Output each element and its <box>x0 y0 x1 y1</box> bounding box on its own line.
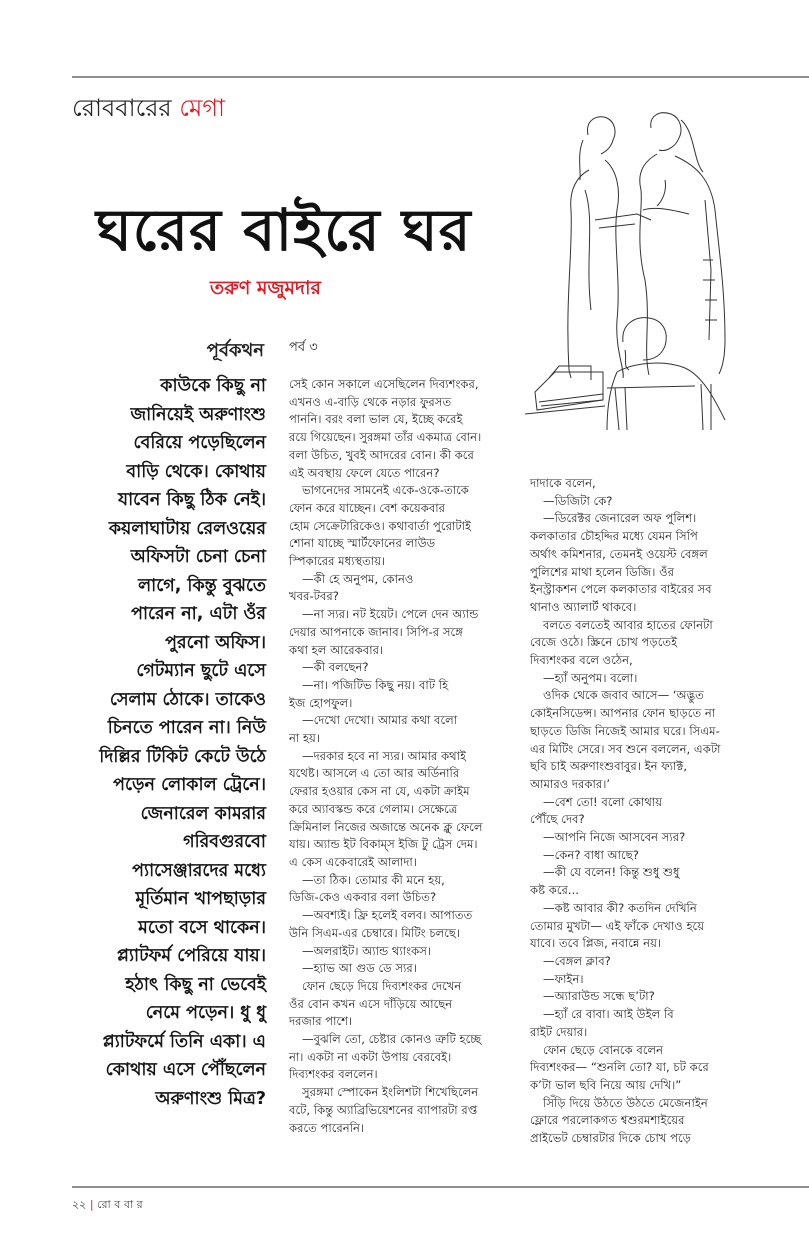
body-line: —বেশ তো! বলো কোথায় <box>543 794 663 809</box>
recap-line: মূর্তিমান খাপছাড়ার <box>135 889 266 909</box>
recap-line: প্ল্যাটফর্ম পেরিয়ে যায়। <box>117 946 266 966</box>
recap-line: প্ল্যাটফর্মে তিনি একা। এ <box>102 1031 266 1052</box>
recap-line: দিল্লির টিকিট কেটে উঠে <box>99 746 266 767</box>
body-line: বলতে বলতেই আবার হাতের ফোনটা <box>543 617 713 632</box>
body-line: —অ্যারাউন্ড সন্ধে ছ’টা? <box>543 989 655 1004</box>
body-line: পাননি। বরং বলা ভাল যে, ইচ্ছে করেই <box>289 412 463 427</box>
footer-separator: | <box>89 1198 94 1211</box>
body-line: ফেরার হওয়ার কেস না যে, একটা ক্রাইম <box>289 784 470 799</box>
body-line: ওদিক থেকে জবাব আসে— ‘অদ্ভুত <box>543 688 704 703</box>
body-column-middle <box>289 376 521 1137</box>
recap-line: নেমে পড়েন। ধু ধু <box>145 1003 266 1023</box>
recap-line: জেনারেল কামরার <box>140 803 266 824</box>
recap-line: মতো বসে থাকেন। <box>138 917 266 938</box>
body-line: করতে পারেননি। <box>289 1120 365 1135</box>
body-line: এ কেস একেবারেই আলাদা। <box>289 854 417 869</box>
recap-line: পুরনো অফিস। <box>165 632 266 653</box>
story-title: ঘরের বাইরে ঘর <box>96 196 472 264</box>
body-line: —ডিরেক্টর জেনারেল অফ পুলিশ। <box>543 511 697 526</box>
body-line: দাদাকে বলেন, <box>530 476 596 490</box>
section-accent: মেগা <box>179 94 226 122</box>
body-line: করে অ্যাবস্কন্ড করে গেলাম। সেক্ষেত্রে <box>289 801 458 816</box>
body-line: —অলরাইট। অ্যান্ড থ্যাংকস। <box>302 943 432 958</box>
recap-line: জানিয়েই অরুণাংশু <box>130 404 266 425</box>
body-line: ছবি চাই অরুণাংশুবাবুর। ইন ফ্যাক্ট, <box>530 759 688 774</box>
body-line: ফ্লোরে পরলোকগত শ্বশুরমশাইয়ের <box>530 1113 685 1128</box>
recap-line: গেটম্যান ছুটে এসে <box>136 661 266 681</box>
recap-line: বাড়ি থেকে। কোথায় <box>126 461 266 482</box>
page-number: ২২ <box>72 1198 87 1211</box>
body-line: পৌঁছে দেব? <box>530 812 585 827</box>
body-line: উনি সিএম-এর চেম্বারে। মিটিং চলছে। <box>289 925 461 940</box>
body-line: যথেষ্ট। আসলে এ তো আর অর্ডিনারি <box>289 766 460 781</box>
body-line: শোনা যাচ্ছে স্মার্টফোনের লাউড <box>289 536 436 551</box>
body-line: দিব্যশংকর বললেন। <box>289 1067 378 1082</box>
body-line: —কী বলছেন? <box>302 660 369 675</box>
body-line: ইনস্ট্রাকশন পেলে কলকাতার বাইরের সব <box>530 582 712 597</box>
recap-line: হঠাৎ কিছু না ভেবেই <box>125 974 266 995</box>
body-line: দেয়ার আপনাকে জানাব। সিপি-র সঙ্গে <box>289 624 463 639</box>
body-line: এখনও এ-বাড়ি থেকে নড়ার ফুরসত <box>289 394 452 409</box>
recap-line: কোথায় এসে পৌঁছলেন <box>105 1060 266 1080</box>
body-line: সেই কোন সকালে এসেছিলেন দিব্যশংকর, <box>289 377 479 391</box>
body-line: দিব্যশংকর— “শুনলি তো? যা, চট করে <box>530 1060 709 1075</box>
body-line: এই অবস্থায় ফেলে যেতে পারেন? <box>289 465 440 480</box>
recap-line: বেরিয়ে পড়েছিলেন <box>133 433 266 453</box>
recap-line: গরিবগুরবো <box>183 832 266 852</box>
body-line: —না। পজিটিভ কিছু নয়। বাট হি <box>302 677 449 692</box>
seated-man-figure <box>607 318 725 430</box>
section-kicker <box>72 90 225 130</box>
body-line: —হ্যাঁ অনুপম। বলো। <box>543 670 638 685</box>
body-line: সিঁড়ি দিয়ে উঠতে উঠতে মেজেনাইন <box>543 1095 708 1110</box>
body-line: —দেখো দেখো। আমার কথা বলো <box>302 713 458 728</box>
recap-summary <box>58 372 266 1113</box>
body-line: যাবে। তবে প্লিজ, নবান্নে নয়। <box>530 936 662 951</box>
body-line: আমারও দরকার।’ <box>530 776 611 791</box>
body-line: খবর-টবর? <box>289 589 339 604</box>
recap-line: কয়লাঘাটায় রেলওয়ের <box>108 518 266 539</box>
recap-line: পড়েন লোকাল ট্রেনে। <box>113 775 266 795</box>
body-line: কষ্ট করে... <box>530 883 579 898</box>
author-byline: তরুণ মজুমদার <box>210 277 321 299</box>
body-line: —ফাইন। <box>543 971 584 986</box>
body-line: অর্থাৎ কমিশনার, তেমনই ওয়েস্ট বেঙ্গল <box>530 546 708 561</box>
body-line: ছাড়তে ডিজি নিজেই আমার ঘরে। সিএম- <box>530 723 720 738</box>
body-line: ফোন ছেড়ে বোনকে বলেন <box>543 1042 664 1057</box>
body-line: —ডিজিটা কে? <box>543 493 613 508</box>
body-line: বলা উচিত, খুবই আদরের বোন। কী করে <box>289 447 474 462</box>
body-line: —অবশ্যই। ফ্রি হলেই বলব। আপাতত <box>302 908 473 923</box>
body-line: —আপনি নিজে আসবেন স্যর? <box>543 830 686 845</box>
recap-line: পারেন না, এটা ওঁর <box>131 604 266 624</box>
body-line: ক্রিমিনাল নিজের অজান্তে অনেক ক্লু ফেলে <box>289 819 483 834</box>
chair-figure <box>615 384 711 430</box>
body-line: দিব্যশংকর বলে ওঠেন, <box>530 653 633 668</box>
body-line: বটে, কিন্তু অ্যাব্রিভিয়েশনের ব্যাপারটা রপ্ত <box>289 1102 478 1117</box>
body-line: —কী যে বলেন! কিন্তু শুধু শুধু <box>543 865 680 880</box>
body-line: পুলিশের মাথা হলেন ডিজি। ওঁর <box>530 564 675 579</box>
bottom-rule <box>72 1186 809 1188</box>
top-rule <box>72 76 809 78</box>
body-line: এর মিটিং সেরে। সব শুনে বললেন, একটা <box>530 741 721 756</box>
body-line: হোম সেক্রেটারিকেও। কথাবার্তা পুরোটাই <box>289 518 472 533</box>
body-line: কোইনসিডেন্স। আপনার ফোন ছাড়তে না <box>530 706 716 721</box>
recap-line: চিনতে পারেন না। নিউ <box>107 718 266 738</box>
body-line: ফোন ছেড়ে দিয়ে দিব্যশংকর দেখেন <box>302 978 462 993</box>
body-line: ইজ হোপফুল। <box>289 695 353 710</box>
story-illustration <box>525 110 809 430</box>
body-line: সুরঙ্গমা স্পোকেন ইংলিশটা শিখেছিলেন <box>302 1085 479 1100</box>
body-line: রয়ে গিয়েছেন। সুরঙ্গমা তাঁর একমাত্র বোন। <box>289 430 482 445</box>
body-line: —না স্যর। নট ইয়েট। পেলে দেন অ্যান্ড <box>302 607 479 622</box>
body-line: ফোন করে যাচ্ছেন। বেশ কয়েকবার <box>289 500 446 515</box>
woman-right-figure <box>640 113 725 375</box>
body-line: —কী হে অনুপম, কোনও <box>302 571 414 586</box>
body-line: রাইট দেয়ার। <box>530 1024 588 1039</box>
body-line: ক’টা ভাল ছবি নিয়ে আয় দেখি।” <box>530 1077 682 1092</box>
recap-line: সেলাম ঠোকে। তাকেও <box>109 689 266 710</box>
publication-name: রো ব বা র <box>97 1198 143 1211</box>
body-line: ওঁর বোন কখন এসে দাঁড়িয়ে আছেন <box>289 996 453 1011</box>
body-line: —কষ্ট আবার কী? কতদিন দেখিনি <box>543 900 697 915</box>
body-line: দরজার পাশে। <box>289 1014 353 1029</box>
recap-line: অফিসটা চেনা চেনা <box>130 547 266 567</box>
body-line: —বেঙ্গল ক্লাব? <box>543 953 611 968</box>
recap-heading: পূর্বকথন <box>206 340 264 361</box>
body-line: তোমার মুখটা— এই ফাঁকে দেখাও হয়ে <box>530 918 705 933</box>
recap-line: অরুণাংশু মিত্র? <box>155 1088 266 1109</box>
body-line: ভাগনেদের সামনেই একে-ওকে-তাকে <box>302 483 469 498</box>
recap-line: লাগে, কিন্তু বুঝতে <box>138 575 266 596</box>
body-line: —বুঝলি তো, চেষ্টার কোনও ত্রুটি হচ্ছে <box>302 1032 482 1047</box>
recap-line: প্যাসেঞ্জারদের মধ্যে <box>132 860 266 881</box>
body-line: কথা হল আরেকবার। <box>289 642 384 657</box>
body-line: না। একটা না একটা উপায় বেরবেই। <box>289 1049 452 1064</box>
books-figure <box>525 366 605 414</box>
body-line: —কেন? বাধা আছে? <box>543 847 639 862</box>
recap-line: যাবেন কিছু ঠিক নেই। <box>117 490 266 510</box>
body-column-right <box>530 475 800 1148</box>
body-line: বেজে ওঠে। স্ক্রিনে চোখ পড়তেই <box>530 635 678 650</box>
body-line: —দরকার হবে না স্যর। আমার কথাই <box>302 748 467 763</box>
woman-left-figure <box>568 117 651 378</box>
body-line: না হয়। <box>289 731 321 746</box>
body-line: প্রাইভেট চেম্বারটার দিকে চোখ পড়ে <box>530 1131 691 1146</box>
body-line: স্পিকারের মধ্যস্থতায়। <box>289 554 386 569</box>
body-line: থানাও অ্যালার্ট থাকবে। <box>530 599 637 614</box>
body-line: —হ্যাঁ রে বাবা। আই উইল বি <box>543 1007 674 1022</box>
body-line: যায়। অ্যান্ড ইট বিকাম্‌স ইজি টু ট্রেস দেম। <box>289 837 478 852</box>
body-line: —হ্যাভ আ গুড ডে স্যর। <box>302 961 417 976</box>
body-line: কলকাতার চৌহদ্দির মধ্যে যেমন সিপি <box>530 529 698 544</box>
page-footer <box>72 1196 143 1215</box>
episode-label: পর্ব ৩ <box>289 340 318 355</box>
recap-line: কাউকে কিছু না <box>160 376 266 396</box>
body-line: —তা ঠিক। তোমার কী মনে হয়, <box>302 872 445 887</box>
section-label: রোববারের <box>72 94 172 122</box>
body-line: ডিজি-কেও একবার বলা উচিত? <box>289 890 437 905</box>
